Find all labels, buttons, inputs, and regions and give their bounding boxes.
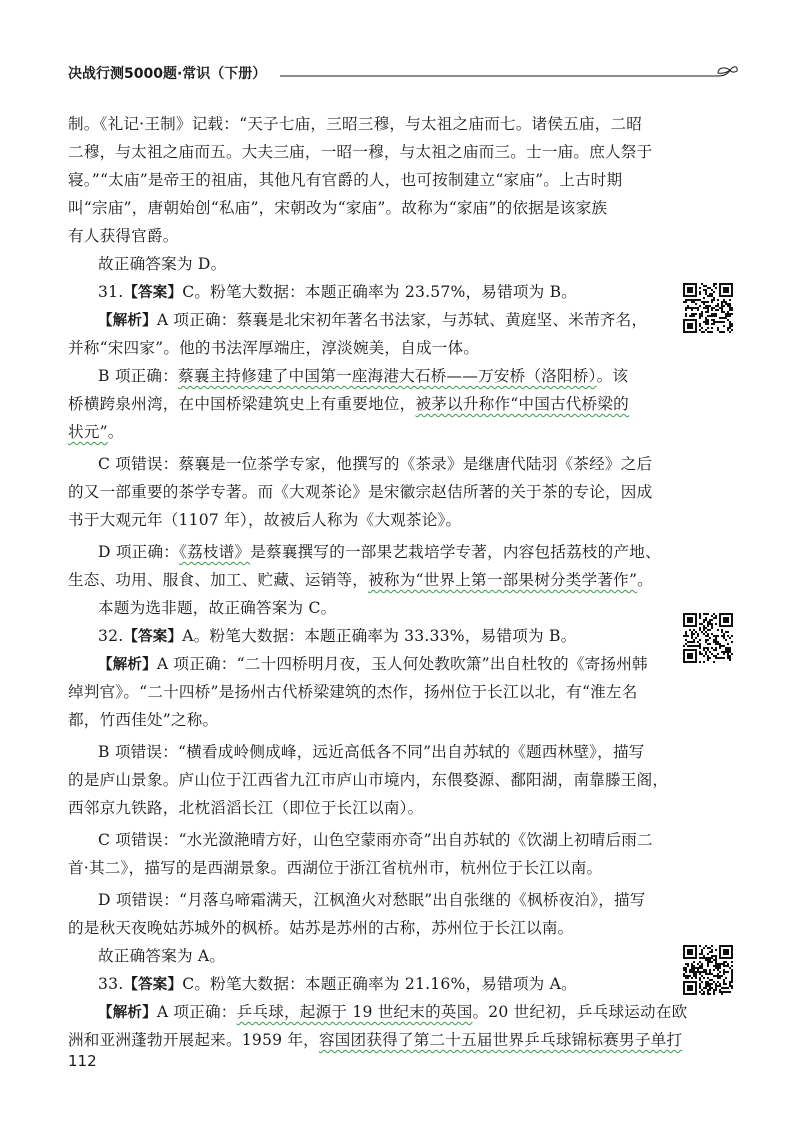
text-segment: D 项正确：	[98, 543, 180, 561]
question-number: 32.	[98, 627, 124, 645]
analysis-label: 【解析】	[98, 313, 157, 329]
text-segment: A 项正确：	[156, 1003, 237, 1021]
qr-code-icon[interactable]	[682, 612, 734, 664]
qr-code-icon[interactable]	[682, 944, 734, 996]
text-line: C 项错误：“水光潋滟晴方好，山色空蒙雨亦奇”出自苏轼的《饮湖上初晴后雨二	[98, 831, 653, 849]
question-32-answer	[68, 622, 576, 650]
analysis-line	[68, 306, 647, 334]
page-number: 112	[68, 1052, 97, 1070]
highlighted-text: 被称为“世界上第一部果树分类学著作”	[368, 571, 638, 589]
question-number: 31.	[98, 283, 124, 301]
text-segment: 桥横跨泉州湾，在中国桥梁建筑史上有重要地位，	[68, 395, 416, 413]
answer-text: C。粉笔大数据：本题正确率为 23.57%，易错项为 B。	[182, 283, 578, 301]
text-line: 的是庐山景象。庐山位于江西省九江市庐山市境内，东偎婺源、鄱阳湖，南靠滕王阁，	[68, 771, 669, 789]
text-line	[68, 566, 653, 594]
text-line: 西邻京九铁路，北枕滔滔长江（即位于长江以南）。	[68, 799, 424, 817]
text-line: B 项错误：“横看成岭侧成峰，远近高低各不同”出自苏轼的《题西林壁》，描写	[98, 743, 645, 761]
analysis-text: A 项正确：蔡襄是北宋初年著名书法家，与苏轼、黄庭坚、米芾齐名，	[156, 311, 648, 329]
text-segment: 。	[107, 423, 124, 441]
text-line: 绰判官》。“二十四桥”是扬州古代桥梁建筑的杰作，扬州位于长江以北，有“淮左名	[68, 683, 638, 701]
text-line: 二穆，与太祖之庙而五。大夫三庙，一昭一穆，与太祖之庙而三。士一庙。庶人祭于	[68, 143, 653, 161]
header-rule	[68, 64, 738, 88]
text-line: 制。《礼记·王制》记载：“天子七庙，三昭三穆，与太祖之庙而七。诸侯五庙，二昭	[68, 115, 643, 133]
text-line	[68, 538, 661, 566]
text-line	[68, 1026, 682, 1054]
highlighted-text: 被茅以升称作“中国古代桥梁的	[415, 395, 629, 413]
answer-line: 故正确答案为 D。	[98, 255, 227, 273]
highlighted-text: 《荔枝谱》	[179, 543, 251, 561]
analysis-text: A 项正确：“二十四桥明月夜，玉人何处教吹箫”出自杜牧的《寄扬州韩	[156, 655, 648, 673]
text-line: 叫“宗庙”，唐朝始创“私庙”，宋朝改为“家庙”。故称为“家庙”的依据是该家族	[68, 199, 608, 217]
text-segment: 生态、功用、服食、加工、贮藏、运销等，	[68, 571, 369, 589]
text-segment: 。	[637, 571, 653, 589]
question-31-answer	[68, 278, 577, 306]
highlighted-text: 状元”	[68, 423, 108, 441]
highlighted-text: 容国团获得了第二十五届世界乒乓球锦标赛男子单打	[318, 1031, 683, 1049]
answer-text: A。粉笔大数据：本题正确率为 33.33%，易错项为 B。	[182, 627, 577, 645]
answer-text: C。粉笔大数据：本题正确率为 21.16%，易错项为 A。	[182, 975, 577, 993]
qr-code-icon[interactable]	[682, 282, 734, 334]
question-33-answer	[68, 970, 577, 998]
text-segment: B 项正确：	[98, 367, 178, 385]
text-segment: 洲和亚洲蓬勃开展起来。1959 年，	[68, 1031, 319, 1049]
text-line: 的是秋天夜晚姑苏城外的枫桥。姑苏是苏州的古称，苏州位于长江以南。	[68, 919, 574, 937]
header-title: 决战行测5000题·常识（下册）	[68, 66, 267, 82]
highlighted-text: 乒乓球，起源于 19 世纪末的英国	[236, 1003, 473, 1021]
answer-line: 本题为选非题，故正确答案为 C。	[98, 599, 337, 617]
answer-label: 【答案】	[123, 629, 183, 645]
text-line: 有人获得官爵。	[68, 227, 179, 245]
sprout-icon	[718, 67, 737, 76]
text-line: 书于大观元年（1107 年），故被后人称为《大观茶论》。	[68, 511, 462, 529]
analysis-label: 【解析】	[98, 657, 157, 673]
page-header	[68, 64, 738, 88]
text-line: 的又一部重要的茶学专著。而《大观茶论》是宋徽宗赵佶所著的关于茶的专论，因成	[68, 483, 653, 501]
text-line: C 项错误：蔡襄是一位茶学专家，他撰写的《茶录》是继唐代陆羽《茶经》之后	[98, 455, 653, 473]
text-line	[68, 418, 124, 446]
text-segment: 是蔡襄撰写的一部果艺栽培学专著，内容包括荔枝的产地、	[250, 543, 661, 561]
question-number: 33.	[98, 975, 124, 993]
analysis-line	[68, 650, 648, 678]
text-line	[68, 390, 629, 418]
highlighted-text: 蔡襄主持修建了中国第一座海港大石桥——万安桥（洛阳桥）	[178, 367, 597, 385]
text-line: 首·其二》，描写的是西湖景象。西湖位于浙江省杭州市，杭州位于长江以南。	[68, 859, 603, 877]
analysis-label: 【解析】	[98, 1005, 157, 1021]
text-segment: 。该	[596, 367, 629, 385]
text-line: 并称“宋四家”。他的书法浑厚端庄，淳淡婉美，自成一体。	[68, 339, 480, 357]
analysis-line	[68, 998, 687, 1026]
text-line: 寝。”“太庙”是帝王的祖庙，其他凡有官爵的人，也可按制建立“家庙”。上古时期	[68, 171, 623, 189]
text-line: 都，竹西佳处”之称。	[68, 711, 219, 729]
answer-label: 【答案】	[123, 977, 183, 993]
text-line: D 项错误：“月落乌啼霜满天，江枫渔火对愁眠”出自张继的《枫桥夜泊》，描写	[98, 891, 646, 909]
answer-line: 故正确答案为 A。	[98, 947, 226, 965]
text-segment: 。20 世纪初，乒乓球运动在欧	[472, 1003, 688, 1021]
text-line	[68, 362, 628, 390]
answer-label: 【答案】	[123, 285, 183, 301]
